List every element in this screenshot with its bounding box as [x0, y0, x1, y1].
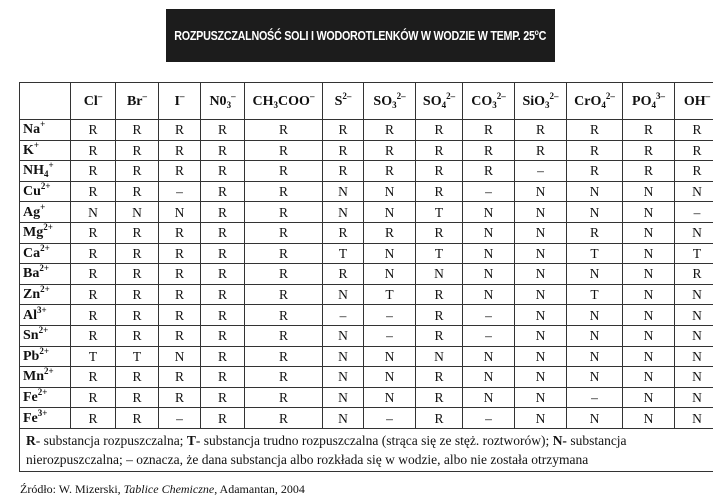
cation-label: $Cu^{2+}$ [20, 181, 71, 202]
solubility-cell: R [416, 120, 463, 141]
cation-label: $Fe^{2+}$ [20, 387, 71, 408]
solubility-cell: N [675, 367, 713, 388]
solubility-cell: – [364, 305, 416, 326]
cation-label: K+ [20, 140, 71, 161]
solubility-cell: – [675, 202, 713, 223]
solubility-cell: N [71, 202, 116, 223]
solubility-cell: N [623, 346, 675, 367]
solubility-cell: R [675, 161, 713, 182]
solubility-cell: R [245, 243, 323, 264]
solubility-cell: N [623, 243, 675, 264]
solubility-cell: R [567, 222, 623, 243]
solubility-cell: R [245, 161, 323, 182]
solubility-cell: – [463, 325, 515, 346]
solubility-cell: R [245, 284, 323, 305]
anion-header: $CO_3^{2-}$ [463, 83, 515, 120]
solubility-cell: N [323, 408, 364, 429]
table-row [20, 325, 713, 346]
solubility-cell: N [416, 346, 463, 367]
solubility-cell: T [364, 284, 416, 305]
cation-label: $Pb^{2+}$ [20, 346, 71, 367]
anion-header: Br– [116, 83, 159, 120]
solubility-cell: R [116, 243, 159, 264]
solubility-cell: N [515, 408, 567, 429]
solubility-cell: N [567, 202, 623, 223]
solubility-cell: R [71, 367, 116, 388]
solubility-cell: R [71, 222, 116, 243]
solubility-cell: N [567, 408, 623, 429]
solubility-cell: N [364, 367, 416, 388]
solubility-cell: R [416, 181, 463, 202]
solubility-table [19, 82, 713, 472]
solubility-cell: N [623, 264, 675, 285]
solubility-cell: N [623, 367, 675, 388]
solubility-cell: N [515, 243, 567, 264]
solubility-cell: N [463, 243, 515, 264]
solubility-cell: R [201, 243, 245, 264]
cation-label: $Fe^{3+}$ [20, 408, 71, 429]
cation-label: Ag+ [20, 202, 71, 223]
solubility-cell: – [323, 305, 364, 326]
solubility-cell: R [364, 120, 416, 141]
solubility-cell: N [463, 367, 515, 388]
solubility-cell: R [201, 284, 245, 305]
solubility-cell: R [416, 222, 463, 243]
solubility-cell: T [323, 243, 364, 264]
table-row [20, 161, 713, 182]
solubility-cell: R [323, 120, 364, 141]
solubility-cell: R [201, 140, 245, 161]
solubility-cell: R [71, 305, 116, 326]
solubility-cell: R [116, 264, 159, 285]
solubility-cell: R [675, 120, 713, 141]
solubility-cell: – [364, 408, 416, 429]
anion-header: I– [159, 83, 201, 120]
solubility-cell: R [245, 387, 323, 408]
anion-header: OH– [675, 83, 713, 120]
solubility-cell: R [245, 222, 323, 243]
solubility-cell: N [623, 284, 675, 305]
solubility-cell: R [567, 140, 623, 161]
solubility-cell: – [159, 408, 201, 429]
solubility-cell: R [116, 305, 159, 326]
solubility-cell: N [463, 387, 515, 408]
solubility-cell: N [675, 181, 713, 202]
solubility-cell: R [416, 161, 463, 182]
table-row [20, 120, 713, 141]
solubility-cell: R [416, 408, 463, 429]
solubility-cell: R [623, 161, 675, 182]
solubility-cell: R [159, 140, 201, 161]
solubility-cell: R [675, 140, 713, 161]
solubility-cell: N [463, 264, 515, 285]
solubility-cell: T [567, 284, 623, 305]
table-row [20, 243, 713, 264]
solubility-cell: R [116, 120, 159, 141]
solubility-cell: R [116, 181, 159, 202]
solubility-cell: N [515, 202, 567, 223]
solubility-cell: T [675, 243, 713, 264]
solubility-cell: N [623, 408, 675, 429]
solubility-cell: N [567, 305, 623, 326]
solubility-cell: R [71, 140, 116, 161]
table-row [20, 305, 713, 326]
solubility-cell: R [159, 305, 201, 326]
solubility-cell: N [515, 181, 567, 202]
page-title: ROZPUSZCZALNOŚĆ SOLI I WODOROTLENKÓW W WODZIE W TEMP. 25$^o$C [174, 27, 547, 44]
solubility-cell: R [71, 264, 116, 285]
solubility-cell: N [364, 264, 416, 285]
solubility-cell: R [116, 284, 159, 305]
cation-label: $Sn^{2+}$ [20, 325, 71, 346]
solubility-cell: N [463, 346, 515, 367]
table-row [20, 387, 713, 408]
solubility-cell: R [71, 325, 116, 346]
table-row [20, 222, 713, 243]
solubility-cell: R [245, 140, 323, 161]
solubility-cell: N [623, 305, 675, 326]
table-row [20, 181, 713, 202]
solubility-cell: – [463, 305, 515, 326]
solubility-cell: N [675, 408, 713, 429]
solubility-cell: R [201, 408, 245, 429]
solubility-cell: N [515, 346, 567, 367]
solubility-cell: N [515, 284, 567, 305]
solubility-cell: R [159, 120, 201, 141]
solubility-cell: R [201, 181, 245, 202]
solubility-cell: N [159, 346, 201, 367]
solubility-cell: N [463, 222, 515, 243]
table-body [20, 120, 713, 429]
cation-label: $Mn^{2+}$ [20, 367, 71, 388]
solubility-cell: R [201, 387, 245, 408]
cation-label: $Ca^{2+}$ [20, 243, 71, 264]
solubility-cell: R [245, 202, 323, 223]
solubility-cell: R [364, 140, 416, 161]
solubility-cell: R [623, 120, 675, 141]
solubility-cell: R [245, 325, 323, 346]
solubility-cell: R [159, 387, 201, 408]
solubility-cell: R [416, 367, 463, 388]
source-citation: Źródło: W. Mizerski, Tablice Chemiczne, Adamantan, 2004 [20, 482, 305, 496]
solubility-cell: R [201, 222, 245, 243]
solubility-cell: R [416, 325, 463, 346]
solubility-cell: – [463, 181, 515, 202]
solubility-cell: R [71, 181, 116, 202]
solubility-cell: N [323, 387, 364, 408]
solubility-cell: R [245, 264, 323, 285]
table-row [20, 284, 713, 305]
solubility-cell: R [323, 140, 364, 161]
solubility-cell: R [116, 367, 159, 388]
solubility-cell: R [71, 387, 116, 408]
solubility-cell: R [245, 181, 323, 202]
solubility-cell: – [364, 325, 416, 346]
solubility-cell: R [159, 222, 201, 243]
table-row [20, 367, 713, 388]
solubility-cell: R [71, 408, 116, 429]
anion-header: CrO$_4^{2-}$ [567, 83, 623, 120]
solubility-cell: N [567, 181, 623, 202]
cation-label: Na+ [20, 120, 71, 141]
solubility-cell: T [567, 243, 623, 264]
cation-label: $Mg^{2+}$ [20, 222, 71, 243]
anion-header: SiO$_3^{2-}$ [515, 83, 567, 120]
solubility-cell: N [323, 367, 364, 388]
solubility-cell: R [71, 284, 116, 305]
solubility-cell: R [201, 346, 245, 367]
cation-label: $Ba^{2+}$ [20, 264, 71, 285]
anion-header: Cl– [71, 83, 116, 120]
solubility-cell: N [323, 325, 364, 346]
solubility-cell: N [675, 222, 713, 243]
solubility-cell: R [567, 120, 623, 141]
solubility-cell: N [623, 325, 675, 346]
solubility-cell: N [623, 222, 675, 243]
solubility-cell: R [159, 284, 201, 305]
solubility-cell: R [364, 222, 416, 243]
table-row [20, 264, 713, 285]
solubility-cell: N [515, 222, 567, 243]
solubility-cell: N [623, 202, 675, 223]
solubility-cell: T [416, 202, 463, 223]
solubility-cell: T [116, 346, 159, 367]
solubility-cell: R [71, 161, 116, 182]
solubility-cell: N [515, 387, 567, 408]
anion-header: $N0_3^-$ [201, 83, 245, 120]
solubility-cell: R [245, 305, 323, 326]
solubility-cell: R [323, 264, 364, 285]
solubility-cell: N [323, 181, 364, 202]
solubility-cell: R [463, 161, 515, 182]
solubility-cell: N [463, 202, 515, 223]
legend: R- substancja rozpuszczalna; T- substancja trudno rozpuszczalna (strąca się ze stęż. roztworów); N- substancja nierozpuszczalna; – oznacza, że dana substancja albo rozkłada się w wodzie, albo nie została otrzymana [20, 428, 713, 471]
solubility-cell: R [463, 140, 515, 161]
solubility-cell: N [675, 346, 713, 367]
solubility-cell: R [116, 325, 159, 346]
solubility-cell: R [201, 120, 245, 141]
solubility-cell: N [364, 387, 416, 408]
title-banner [166, 9, 555, 62]
solubility-cell: N [323, 284, 364, 305]
solubility-cell: R [245, 367, 323, 388]
solubility-cell: R [567, 161, 623, 182]
solubility-cell: N [515, 305, 567, 326]
legend-row [20, 428, 713, 471]
solubility-cell: N [567, 325, 623, 346]
solubility-cell: N [567, 264, 623, 285]
table-row [20, 202, 713, 223]
solubility-cell: R [201, 325, 245, 346]
solubility-cell: R [201, 161, 245, 182]
solubility-cell: R [416, 387, 463, 408]
solubility-cell: N [463, 284, 515, 305]
solubility-cell: N [323, 202, 364, 223]
solubility-cell: R [201, 264, 245, 285]
solubility-cell: N [159, 202, 201, 223]
cation-label: $Al^{3+}$ [20, 305, 71, 326]
solubility-cell: R [116, 222, 159, 243]
solubility-cell: R [515, 140, 567, 161]
solubility-cell: R [245, 120, 323, 141]
solubility-cell: R [416, 305, 463, 326]
solubility-cell: N [675, 284, 713, 305]
solubility-cell: N [675, 305, 713, 326]
solubility-cell: R [159, 367, 201, 388]
solubility-cell: N [567, 367, 623, 388]
solubility-cell: – [463, 408, 515, 429]
solubility-cell: R [116, 408, 159, 429]
solubility-cell: R [323, 161, 364, 182]
solubility-cell: R [245, 346, 323, 367]
solubility-cell: N [364, 181, 416, 202]
solubility-cell: R [463, 120, 515, 141]
solubility-cell: R [201, 367, 245, 388]
solubility-cell: R [364, 161, 416, 182]
table-row [20, 408, 713, 429]
solubility-cell: R [515, 120, 567, 141]
solubility-cell: N [623, 181, 675, 202]
solubility-cell: R [245, 408, 323, 429]
solubility-cell: R [416, 140, 463, 161]
solubility-cell: N [515, 264, 567, 285]
corner-cell [20, 83, 71, 120]
solubility-cell: R [416, 284, 463, 305]
solubility-cell: N [675, 387, 713, 408]
table-row [20, 346, 713, 367]
solubility-cell: R [71, 120, 116, 141]
solubility-cell: R [71, 243, 116, 264]
solubility-cell: N [515, 367, 567, 388]
cation-label: $Zn^{2+}$ [20, 284, 71, 305]
solubility-cell: R [159, 264, 201, 285]
solubility-cell: R [675, 264, 713, 285]
table-row [20, 140, 713, 161]
anion-header: $SO_4^{2-}$ [416, 83, 463, 120]
solubility-cell: N [323, 346, 364, 367]
solubility-cell: N [364, 346, 416, 367]
solubility-cell: R [116, 161, 159, 182]
solubility-cell: N [567, 346, 623, 367]
solubility-cell: R [159, 161, 201, 182]
solubility-cell: N [116, 202, 159, 223]
cation-label: $NH_4^+$ [20, 161, 71, 182]
solubility-cell: N [364, 243, 416, 264]
solubility-cell: R [116, 387, 159, 408]
solubility-cell: R [323, 222, 364, 243]
solubility-cell: N [364, 202, 416, 223]
solubility-cell: – [159, 181, 201, 202]
solubility-cell: R [201, 202, 245, 223]
anion-header: $CH_3COO^-$ [245, 83, 323, 120]
anion-header: $PO_4^{3-}$ [623, 83, 675, 120]
solubility-cell: N [675, 325, 713, 346]
anion-header: $S^{2-}$ [323, 83, 364, 120]
solubility-cell: – [515, 161, 567, 182]
solubility-cell: R [159, 325, 201, 346]
solubility-cell: R [116, 140, 159, 161]
solubility-cell: N [416, 264, 463, 285]
solubility-cell: R [623, 140, 675, 161]
solubility-cell: T [71, 346, 116, 367]
solubility-cell: R [201, 305, 245, 326]
header-row [20, 83, 713, 120]
solubility-cell: R [159, 243, 201, 264]
solubility-cell: N [515, 325, 567, 346]
solubility-cell: N [623, 387, 675, 408]
anion-header: $SO_3^{2-}$ [364, 83, 416, 120]
solubility-cell: T [416, 243, 463, 264]
solubility-cell: – [567, 387, 623, 408]
